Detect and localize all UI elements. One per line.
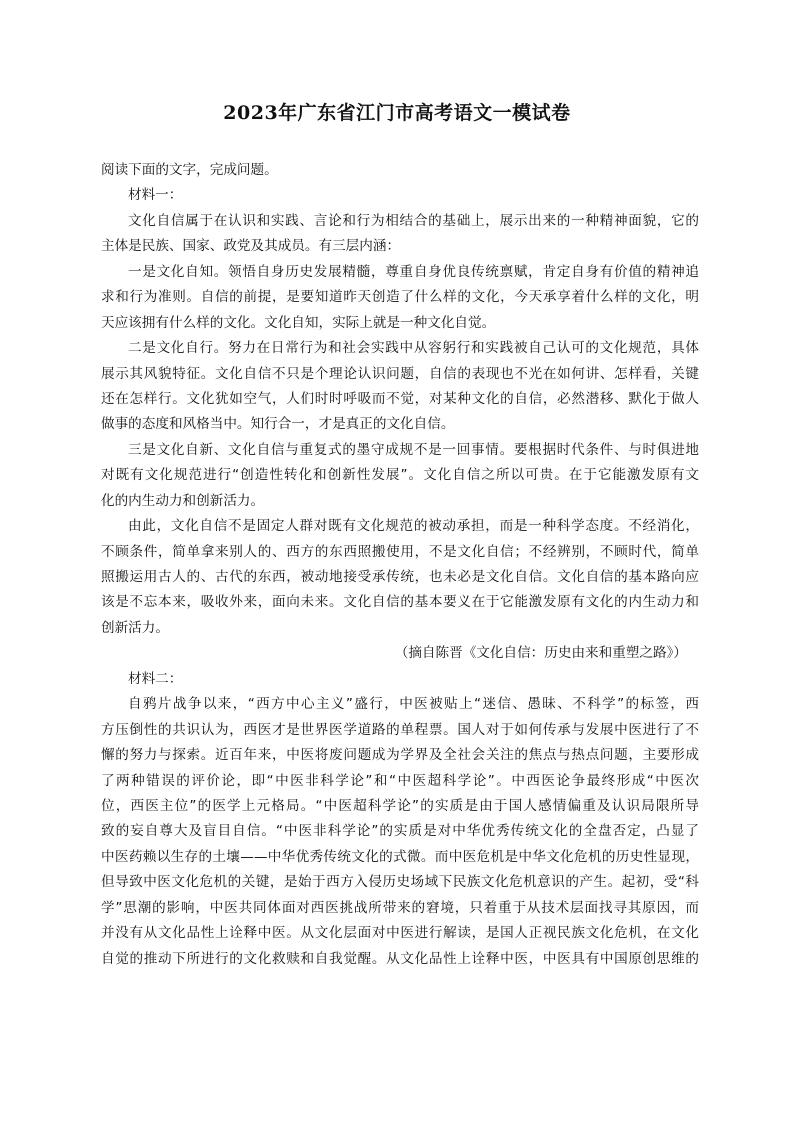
text-line: 致的妄自尊大及盲目自信。“中医非科学论”的实质是对中华优秀传统文化的全盘否定，凸显了 [101,823,699,840]
instruction-line: 阅读下面的文字，完成问题。 [101,162,278,178]
article-body [101,158,699,972]
text-line: 了两种错误的评价论，即“中医非科学论”和“中医超科学论”。中西医论争最终形成“中医次 [101,772,699,789]
text-line: 不顾条件，简单拿来别人的、西方的东西照搬使用，不是文化自信；不经辨别，不顾时代，简单 [101,543,699,560]
text-line: 并没有从文化品性上诠释中医。从文化层面对中医进行解读，是国人正视民族文化危机，在文化 [101,925,699,942]
text-line: 中医药赖以生存的土壤——中华优秀传统文化的式微。而中医危机是中华文化危机的历史性显现， [101,848,699,865]
text-line: 懈的努力与探索。近百年来，中医将废问题成为学界及全社会关注的焦点与热点问题，主要形成 [101,747,699,764]
text-line: 自鸦片战争以来，“西方中心主义”盛行，中医被贴上“迷信、愚昧、不科学”的标签，西 [128,696,699,713]
text-line: 天应该拥有什么样的文化。文化自知，实际上就是一种文化自觉。 [101,314,496,331]
text-line: 该是不忘本来，吸收外来，面向未来。文化自信的基本要义在于它能激发原有文化的内生动力和 [101,594,699,611]
text-line: 文化自信属于在认识和实践、言论和行为相结合的基础上，展示出来的一种精神面貌，它的 [128,212,699,229]
text-line: 还在怎样行。文化犹如空气，人们时时呼吸而不觉，对某种文化的自信，必然潜移、默化于做人 [101,390,699,407]
text-line: 展示其风貌特征。文化自信不只是个理论认识问题，自信的表现也不光在如何讲、怎样看，关键 [101,365,699,382]
text-line: 但导致中医文化危机的关键，是始于西方入侵历史场域下民族文化危机意识的产生。起初，受“科 [101,874,699,891]
material-2-heading: 材料二： [128,670,183,687]
source-citation: （摘自陈晋《文化自信：历史由来和重塑之路》） [394,645,687,662]
material-1-heading: 材料一： [128,187,183,204]
text-line: 求和行为准则。自信的前提，是要知道昨天创造了什么样的文化，今天承享着什么样的文化，明 [101,289,699,306]
text-line: 一是文化自知。领悟自身历史发展精髓，尊重自身优良传统禀赋，肯定自身有价值的精神追 [128,263,699,280]
page-title: 2023年广东省江门市高考语文一模试卷 [223,102,571,124]
text-line: 学”思潮的影响，中医共同体面对西医挑战所带来的窘境，只着重于从技术层面找寻其原因，而 [101,899,699,916]
text-line: 方压倒性的共识认为，西医才是世界医学道路的单程票。国人对于如何传承与发展中医进行了不 [101,721,699,738]
text-line: 主体是民族、国家、政党及其成员。有三层内涵： [101,238,401,255]
text-line: 化的内生动力和创新活力。 [101,492,265,509]
text-line: 自觉的推动下所进行的文化救赎和自我觉醒。从文化品性上诠释中医，中医具有中国原创思维的 [101,950,699,967]
text-line: 位，西医主位”的医学上元格局。“中医超科学论”的实质是由于国人感情偏重及认识局限所导 [101,797,699,814]
text-line: 创新活力。 [101,619,169,636]
text-line: 三是文化自新、文化自信与重复式的墨守成规不是一回事情。要根据时代条件、与时俱进地 [128,441,699,458]
text-line: 二是文化自行。努力在日常行为和社会实践中从容躬行和实践被自己认可的文化规范，具体 [128,340,699,357]
text-line: 照搬运用古人的、古代的东西，被动地接受承传统，也未必是文化自信。文化自信的基本路向应 [101,569,699,585]
text-line: 做事的态度和风格当中。知行合一，才是真正的文化自信。 [101,416,455,433]
text-line: 对既有文化规范进行“创造性转化和创新性发展”。文化自信之所以可贵。在于它能激发原有文 [101,467,699,484]
text-line: 由此，文化自信不是固定人群对既有文化规范的被动承担，而是一种科学态度。不经消化， [128,518,699,535]
